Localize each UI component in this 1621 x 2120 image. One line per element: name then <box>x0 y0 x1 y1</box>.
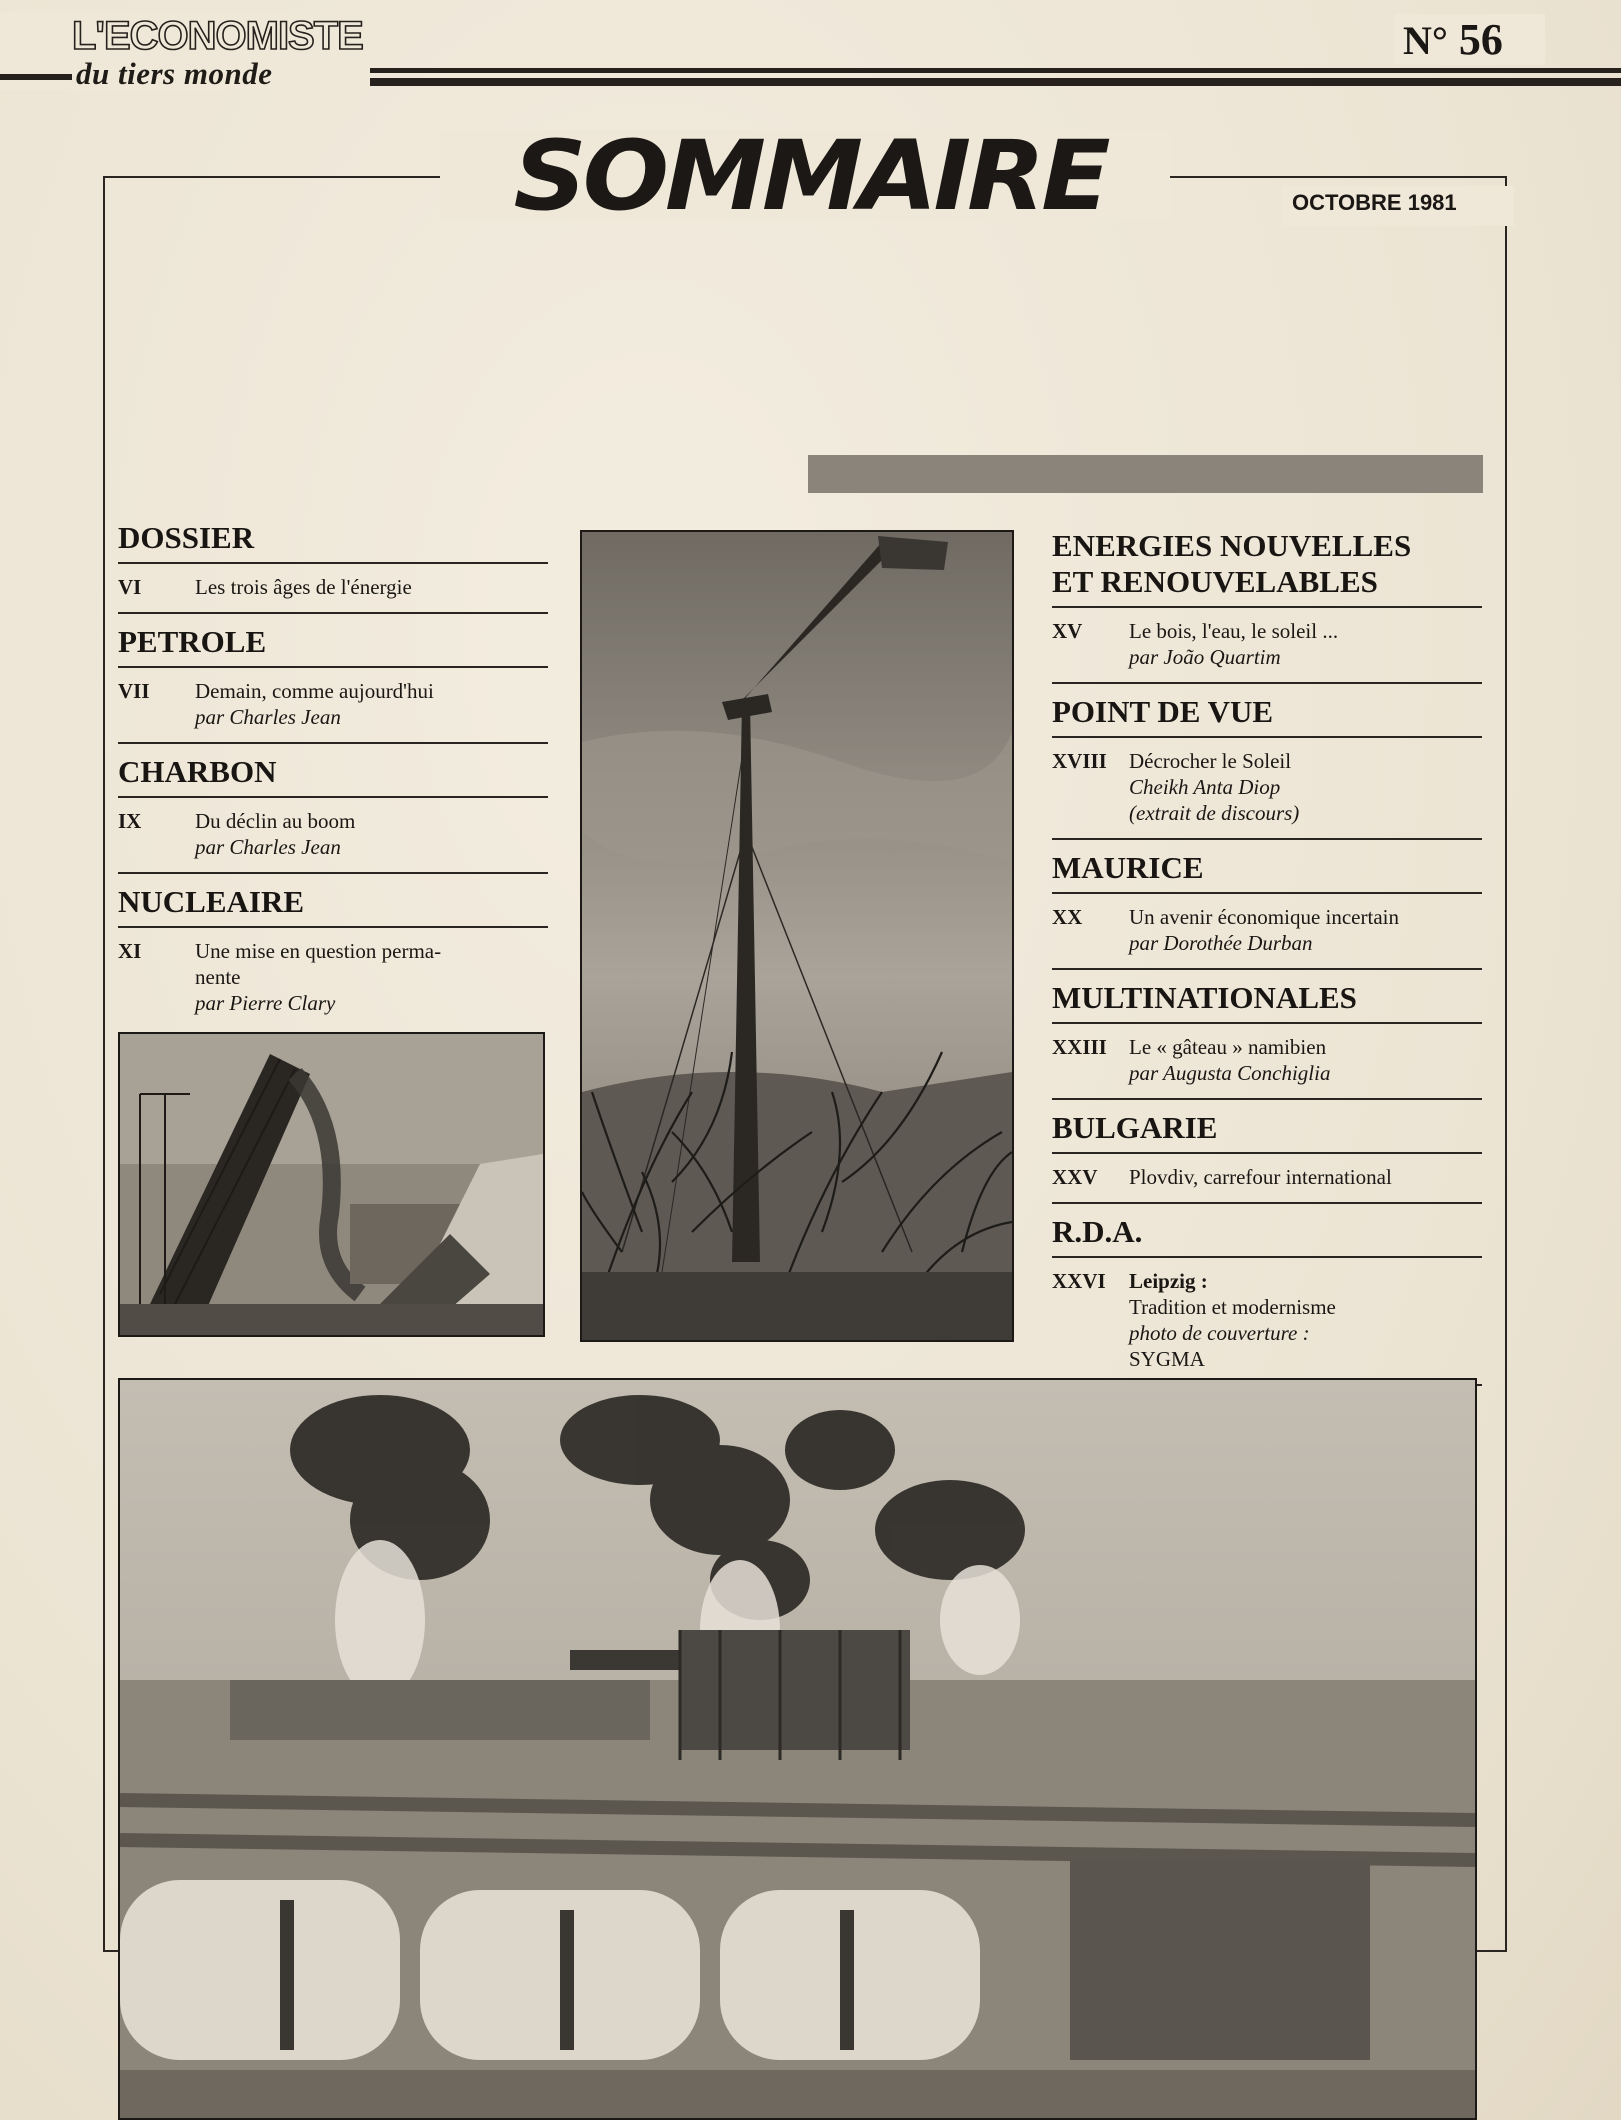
toc-right-column <box>1052 528 1482 1396</box>
logo-stripe <box>0 74 72 80</box>
section-heading <box>1052 980 1482 1024</box>
toc-entry[interactable] <box>1052 618 1482 678</box>
entry-byline: Cheikh Anta Diop <box>1129 775 1281 799</box>
section-divider <box>1052 838 1482 840</box>
section-heading-line: R.D.A. <box>1052 1214 1143 1249</box>
section-heading <box>1052 528 1482 608</box>
cover-credit-value: SYGMA <box>1129 1347 1205 1371</box>
logo-subtitle: du tiers monde <box>76 56 273 91</box>
toc-section <box>118 624 548 744</box>
entry-text <box>1129 1268 1482 1372</box>
toc-section <box>1052 850 1482 970</box>
toc-entry[interactable] <box>118 938 548 1024</box>
section-heading-line: ET RENOUVELABLES <box>1052 564 1378 599</box>
page-number: VI <box>118 575 142 599</box>
entry-title-line: Plovdiv, carrefour international <box>1129 1165 1392 1189</box>
toc-entry[interactable] <box>1052 748 1482 834</box>
entry-text <box>195 574 548 600</box>
section-heading-line: ENERGIES NOUVELLES <box>1052 528 1412 563</box>
section-divider <box>1052 1098 1482 1100</box>
page-number: XXVI <box>1052 1269 1106 1293</box>
section-heading-line: MAURICE <box>1052 850 1204 885</box>
section-heading: PETROLE <box>118 624 548 668</box>
entry-text <box>1129 618 1482 670</box>
section-heading <box>1052 694 1482 738</box>
entry-byline: par Charles Jean <box>195 835 341 859</box>
entry-title-line: Tradition et modernisme <box>1129 1295 1336 1319</box>
toc-section <box>118 520 548 614</box>
issue-prefix: N° <box>1403 18 1448 63</box>
entry-byline: par Augusta Conchiglia <box>1129 1061 1331 1085</box>
section-heading: CHARBON <box>118 754 548 798</box>
page-number: XXV <box>1052 1165 1098 1189</box>
entry-text <box>1129 1034 1482 1086</box>
page-title: SOMMAIRE <box>513 120 1107 232</box>
page-number: XI <box>118 939 142 963</box>
section-heading: NUCLEAIRE <box>118 884 548 928</box>
section-heading-line: BULGARIE <box>1052 1110 1218 1145</box>
entry-byline: par Pierre Clary <box>195 991 336 1015</box>
entry-text <box>195 808 548 860</box>
entry-title-line: Une mise en question perma- <box>195 939 442 963</box>
entry-byline: par João Quartim <box>1129 645 1281 669</box>
entry-title-line: Décrocher le Soleil <box>1129 749 1292 773</box>
issue-number <box>1395 14 1545 65</box>
cover-credit-label: photo de couverture : <box>1129 1321 1310 1345</box>
section-divider <box>118 612 548 614</box>
entry-title-line: Un avenir économique incertain <box>1129 905 1399 929</box>
section-heading <box>1052 850 1482 894</box>
toc-left-column <box>118 520 548 1024</box>
toc-entry[interactable] <box>1052 904 1482 964</box>
entry-byline: par Charles Jean <box>195 705 341 729</box>
toc-section <box>1052 980 1482 1100</box>
toc-entry[interactable] <box>118 574 548 608</box>
logo-subtitle-band <box>0 56 362 91</box>
toc-entry[interactable] <box>118 808 548 868</box>
logo <box>0 12 370 90</box>
section-divider <box>118 742 548 744</box>
entry-text <box>1129 748 1482 826</box>
entry-title-line: Les trois âges de l'énergie <box>195 575 412 599</box>
refinery-image <box>120 1380 1475 2120</box>
toc-entry[interactable] <box>1052 1268 1482 1380</box>
section-heading-line: POINT DE VUE <box>1052 694 1274 729</box>
section-divider <box>1052 968 1482 970</box>
section-heading <box>1052 1214 1482 1258</box>
section-heading-line: MULTINATIONALES <box>1052 980 1357 1015</box>
entry-byline: par Dorothée Durban <box>1129 931 1313 955</box>
refinery-photo <box>118 1378 1477 2120</box>
issue-value: 56 <box>1458 15 1503 64</box>
section-divider <box>1052 682 1482 684</box>
entry-title-line: nente <box>195 965 241 989</box>
section-divider <box>118 872 548 874</box>
toc-section <box>1052 528 1482 684</box>
toc-section <box>1052 694 1482 840</box>
entry-text <box>1129 1164 1482 1190</box>
toc-section <box>118 754 548 874</box>
entry-title-line: Demain, comme aujourd'hui <box>195 679 434 703</box>
entry-text <box>1129 904 1482 956</box>
toc-entry[interactable] <box>118 678 548 738</box>
entry-title-line: Le bois, l'eau, le soleil ... <box>1129 619 1339 643</box>
section-heading: DOSSIER <box>118 520 548 564</box>
toc-section <box>1052 1214 1482 1386</box>
page-number: VII <box>118 679 150 703</box>
toc-section <box>1052 1110 1482 1204</box>
section-heading <box>1052 1110 1482 1154</box>
logo-title: L'ECONOMISTE <box>72 14 363 58</box>
grey-band <box>808 455 1483 493</box>
toc-entry[interactable] <box>1052 1034 1482 1094</box>
page-number: XX <box>1052 905 1083 929</box>
masthead <box>0 8 1621 91</box>
page-number: IX <box>118 809 142 833</box>
toc-entry[interactable] <box>1052 1164 1482 1198</box>
entry-title-line: Le « gâteau » namibien <box>1129 1035 1327 1059</box>
toc-section <box>118 884 548 1024</box>
page-number: XXIII <box>1052 1035 1107 1059</box>
wind-turbine-photo <box>580 530 1014 1342</box>
entry-text <box>195 938 548 1016</box>
section-divider <box>1052 1202 1482 1204</box>
entry-title-line: Du déclin au boom <box>195 809 356 833</box>
page-number: XVIII <box>1052 749 1107 773</box>
wind-turbine-image <box>582 532 1012 1340</box>
page-number: XV <box>1052 619 1083 643</box>
entry-byline-extra: (extrait de discours) <box>1129 801 1300 825</box>
coal-loading-photo <box>118 1032 545 1337</box>
issue-date: OCTOBRE 1981 <box>1292 190 1457 215</box>
coal-loading-image <box>120 1034 543 1335</box>
entry-title-bold: Leipzig : <box>1129 1269 1208 1293</box>
entry-text <box>195 678 548 730</box>
